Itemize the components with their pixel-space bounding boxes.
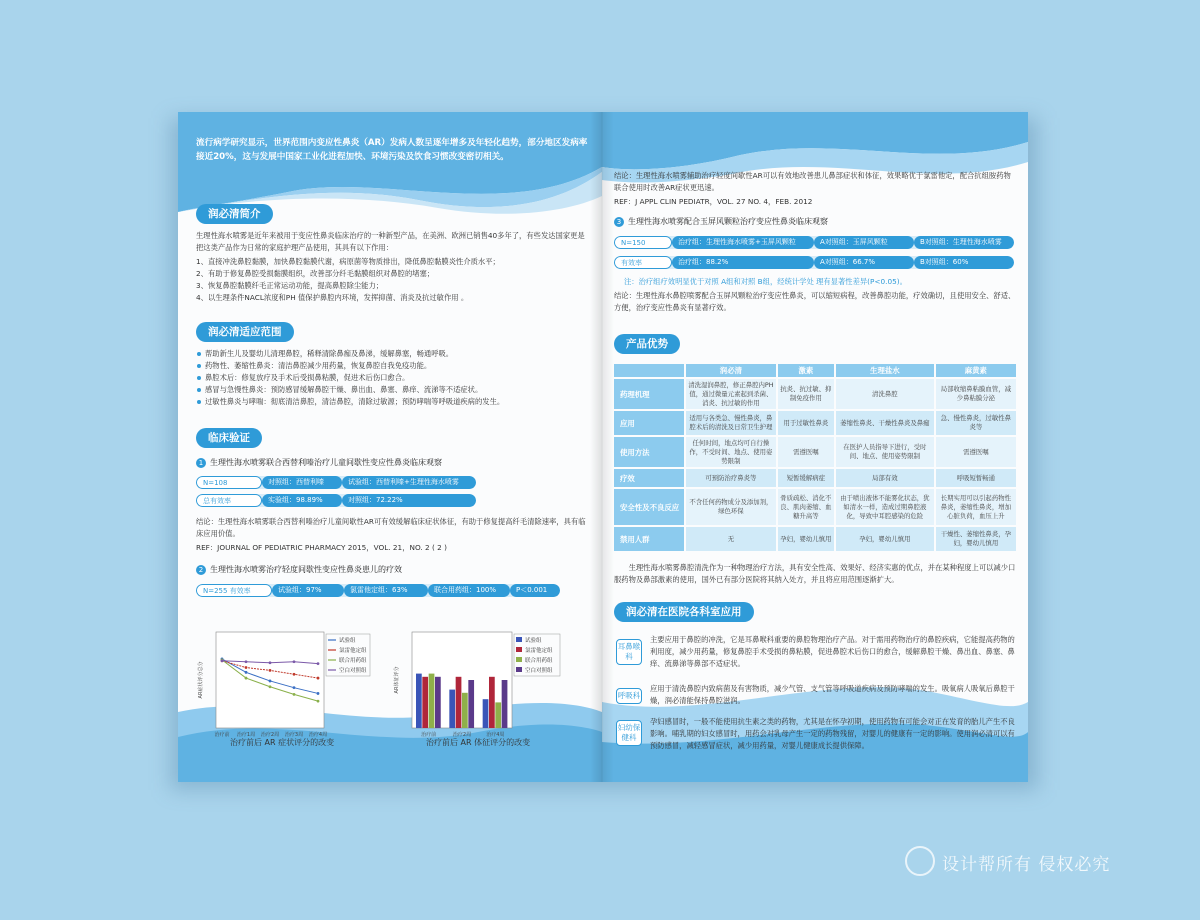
table-cell: 无 bbox=[686, 527, 776, 551]
data-point bbox=[317, 700, 320, 703]
legend-label: 氯雷他定组 bbox=[525, 648, 553, 654]
bar bbox=[456, 677, 462, 728]
study2-sample-size: N=255 有效率 bbox=[196, 584, 272, 597]
legend-label: 试验组 bbox=[339, 638, 356, 644]
advantages-paragraph: 生理性海水喷雾鼻腔清洗作为一种物理治疗方法，具有安全性高、效果好、经济实惠的优点，并在某种程度上可以减少口服药物及鼻部激素的使用，国外已有部分医院将其纳入处方，并且将应用范围逐渐扩大。 bbox=[614, 563, 1016, 584]
comparison-table bbox=[612, 362, 1018, 553]
study1-number: 1 bbox=[196, 458, 206, 468]
top-conclusion: 结论：生理性海水喷雾辅助治疗轻度间歇性AR可以有效地改善患儿鼻部症状和体征，效果略优于氯雷他定，配合抗组胺药物联合使用时改善AR症状更迅速。 bbox=[614, 171, 1011, 192]
dept-tag-respiratory: 呼吸科 bbox=[616, 688, 642, 704]
intro-paragraph: 生理性海水喷雾是近年来被用于变应性鼻炎临床治疗的一种新型产品，在美洲、欧洲已销售40多年了，有些发达国家更是把这类产品作为日常的家庭护理产品使用，其具有以下作用： bbox=[196, 231, 585, 252]
x-tick-label: 治疗2周 bbox=[260, 732, 280, 738]
table-cell: 需遵医嘱 bbox=[778, 437, 834, 467]
function-item: 2、有助于修复鼻腔受损黏膜组织，改善部分纤毛黏膜组织对鼻腔的堵塞； bbox=[196, 269, 435, 278]
study3-sample-size: N=150 bbox=[614, 236, 672, 249]
row-label: 应用 bbox=[614, 411, 684, 435]
study1-groups-bar bbox=[196, 476, 476, 489]
legend-label: 氯雷他定组 bbox=[339, 648, 367, 654]
data-point bbox=[317, 662, 320, 665]
legend-swatch bbox=[516, 647, 522, 652]
legend-label: 试验组 bbox=[525, 638, 542, 644]
table-row bbox=[614, 489, 1016, 525]
data-point bbox=[245, 671, 248, 674]
bar bbox=[435, 677, 441, 728]
table-cell: 需遵医嘱 bbox=[936, 437, 1016, 467]
table-header-row bbox=[614, 364, 1016, 377]
x-tick-label: 治疗4周 bbox=[486, 732, 505, 738]
bar-chart-caption: 治疗前后 AR 体征评分的改变 bbox=[426, 738, 531, 747]
dept-text-ent: 主要应用于鼻腔的冲洗，它是耳鼻喉科重要的鼻腔物理治疗产品。对于需用药物治疗的鼻腔疾病，它能提高药物的利用度，减少用药量，修复鼻腔手术受损的鼻粘膜，促进鼻腔术后伤口的愈合，缓解鼻腔干燥、鼻出血、鼻塞、鼻痒、流鼻涕等鼻部不适症状。 bbox=[650, 635, 1015, 668]
data-point bbox=[269, 669, 272, 672]
scope-item: 药物性、萎缩性鼻炎：清洁鼻腔减少用药量，恢复鼻腔自我免疫功能。 bbox=[196, 360, 588, 372]
function-item: 4、以生理条件NACL浓度和PH 值保护鼻腔内环境，发挥抑菌、消炎及抗过敏作用 。 bbox=[196, 293, 469, 302]
study2-cell: 联合用药组：100% bbox=[428, 584, 510, 597]
legend-label: 空白对照组 bbox=[339, 668, 367, 674]
scope-list bbox=[196, 348, 588, 408]
x-tick-label: 治疗前 bbox=[214, 732, 230, 738]
x-tick-label: 治疗3周 bbox=[284, 732, 304, 738]
study3-experiment: 治疗组：生理性海水喷雾+玉屏风颗粒 bbox=[672, 236, 814, 249]
table-cell: 局部收缩鼻粘膜血管，减少鼻粘膜分泌 bbox=[936, 379, 1016, 409]
scope-item: 帮助新生儿及婴幼儿清理鼻腔，稀释清除鼻痂及鼻涕，缓解鼻塞，畅通呼吸。 bbox=[196, 348, 588, 360]
data-point bbox=[269, 685, 272, 688]
data-point bbox=[317, 692, 320, 695]
study3-b-rate: B对照组：60% bbox=[914, 256, 1014, 269]
data-point bbox=[269, 680, 272, 683]
function-list bbox=[196, 256, 588, 304]
table-cell: 清洗湿润鼻腔，修正鼻腔内PH值，通过微量元素起到杀菌、消炎、抗过敏的作用 bbox=[686, 379, 776, 409]
study3-control-b: B对照组：生理性海水喷雾 bbox=[914, 236, 1014, 249]
section-title-departments: 润必清在医院各科室应用 bbox=[614, 602, 754, 622]
table-cell: 骨质疏松、消化不良、肌肉萎缩、血糖升高等 bbox=[778, 489, 834, 525]
function-item: 3、恢复鼻腔黏膜纤毛正常运动功能，提高鼻腔除尘能力； bbox=[196, 281, 384, 290]
bar bbox=[449, 690, 455, 728]
study1-eff-label: 总有效率 bbox=[196, 494, 262, 507]
study1-ctrl-rate: 对照组：72.22% bbox=[342, 494, 476, 507]
bar bbox=[422, 677, 428, 728]
data-point bbox=[245, 677, 248, 680]
legend-label: 空白对照组 bbox=[525, 668, 553, 674]
legend-label: 联合用药组 bbox=[339, 658, 367, 664]
table-cell: 清洗鼻腔 bbox=[836, 379, 934, 409]
line-chart-caption: 治疗前后 AR 症状评分的改变 bbox=[230, 738, 335, 747]
study1-experiment: 试验组：西替利嗪+生理性海水喷雾 bbox=[342, 476, 476, 489]
y-axis-label: AR症状评分总分 bbox=[198, 661, 204, 699]
study3-groups-bar bbox=[614, 236, 1014, 249]
table-cell: 可预防治疗鼻炎等 bbox=[686, 469, 776, 487]
x-tick-label: 治疗2周 bbox=[452, 732, 472, 738]
row-label: 疗效 bbox=[614, 469, 684, 487]
table-cell: 孕妇，婴幼儿慎用 bbox=[836, 527, 934, 551]
study3-exp-rate: 治疗组：88.2% bbox=[672, 256, 814, 269]
table-cell: 长期实用可以引起药物性鼻炎，萎缩性鼻炎，增加心脏负荷，血压上升 bbox=[936, 489, 1016, 525]
table-cell: 孕妇，婴幼儿慎用 bbox=[778, 527, 834, 551]
row-label: 使用方法 bbox=[614, 437, 684, 467]
study3-title: 生理性海水喷雾配合玉屏风颗粒治疗变应性鼻炎临床观察 bbox=[628, 217, 828, 226]
study3-heading bbox=[614, 216, 828, 227]
study3-number: 3 bbox=[614, 217, 624, 227]
data-point bbox=[317, 677, 320, 680]
table-cell: 适用与各类急、慢性鼻炎，鼻腔术后的清洗及日常卫生护理 bbox=[686, 411, 776, 435]
table-header-cell bbox=[614, 364, 684, 377]
study1-rate-bar bbox=[196, 494, 476, 507]
bar bbox=[495, 702, 501, 728]
scope-item: 感冒与急慢性鼻炎：预防感冒缓解鼻腔干燥、鼻出血、鼻塞、鼻痒、流涕等不适症状。 bbox=[196, 384, 588, 396]
table-row bbox=[614, 411, 1016, 435]
data-point bbox=[293, 686, 296, 689]
study3-a-rate: A对照组：66.7% bbox=[814, 256, 914, 269]
dept-text-respiratory: 应用于清洗鼻腔内致病菌及有害物质，减少气管、支气管等呼吸道疾病及预防哮喘的发生。吸氧病人吸氧后鼻腔干燥，润必清能保持鼻腔滋润。 bbox=[650, 684, 1015, 705]
bar bbox=[462, 693, 468, 728]
intro-text: 流行病学研究显示，世界范围内变应性鼻炎（AR）发病人数呈逐年增多及年轻化趋势，部分地区发病率接近20%，这与发展中国家工业化进程加快、环境污染及饮食习惯改变密切相关。 bbox=[196, 138, 588, 162]
section-title-clinical: 临床验证 bbox=[196, 428, 262, 448]
study2-heading bbox=[196, 564, 402, 575]
table-header-cell: 生理盐水 bbox=[836, 364, 934, 377]
left-page bbox=[178, 112, 602, 782]
table-cell: 局部有效 bbox=[836, 469, 934, 487]
study2-cell: 氯雷他定组：63% bbox=[344, 584, 428, 597]
data-point bbox=[245, 666, 248, 669]
watermark-logo-icon bbox=[905, 846, 935, 876]
study2-cell: 试验组：97% bbox=[272, 584, 344, 597]
study1-exp-rate: 实验组：98.89% bbox=[262, 494, 342, 507]
data-point bbox=[221, 659, 224, 662]
bar bbox=[489, 677, 495, 728]
data-point bbox=[245, 660, 248, 663]
row-label: 药理机理 bbox=[614, 379, 684, 409]
table-cell: 短暂缓解病症 bbox=[778, 469, 834, 487]
page-fold bbox=[590, 112, 614, 782]
bar bbox=[502, 680, 508, 728]
data-point bbox=[293, 693, 296, 696]
table-cell: 干燥性、萎缩性鼻炎，孕妇，婴幼儿慎用 bbox=[936, 527, 1016, 551]
study3-control-a: A对照组：玉屏风颗粒 bbox=[814, 236, 914, 249]
function-item: 1、直接冲洗鼻腔黏膜，加快鼻腔黏膜代谢，病原菌等物质排出，降低鼻腔黏膜炎性介质水平； bbox=[196, 257, 500, 266]
table-cell: 萎缩性鼻炎、干燥性鼻炎及鼻痂 bbox=[836, 411, 934, 435]
table-row bbox=[614, 469, 1016, 487]
table-header-cell: 麻黄素 bbox=[936, 364, 1016, 377]
bar bbox=[416, 674, 422, 728]
study3-rate-bar bbox=[614, 256, 1014, 269]
row-label: 禁用人群 bbox=[614, 527, 684, 551]
table-cell: 呼吸短暂畅通 bbox=[936, 469, 1016, 487]
study3-eff-label: 有效率 bbox=[614, 256, 672, 269]
dept-text-maternal: 孕妇感冒时，一般不能使用抗生素之类的药物，尤其是在怀孕初期，使用药物有可能会对正在发育的胎儿产生不良影响。哺乳期的妇女感冒时，用药会对乳母产生一定的药物残留，对婴儿的健康有一定的影响。使用润必清可以有预防感冒，减轻感冒症状，减少用药量，对婴儿健康成长提供保障。 bbox=[650, 717, 1015, 750]
y-axis-label: AR体征评分 bbox=[394, 666, 400, 694]
study3-conclusion: 结论：生理性海水鼻腔喷雾配合玉屏风颗粒治疗变应性鼻炎，可以缩短病程，改善鼻腔功能，疗效确切，且使用安全、舒适、方便，治疗变应性鼻炎有显著疗效。 bbox=[614, 291, 1016, 312]
data-point bbox=[293, 660, 296, 663]
row-label: 安全性及不良反应 bbox=[614, 489, 684, 525]
table-row bbox=[614, 527, 1016, 551]
study1-ref: REF：JOURNAL OF PEDIATRIC PHARMACY 2015，VOL. 21，NO. 2 ( 2 ) bbox=[196, 543, 447, 552]
table-cell: 抗炎、抗过敏、抑制免疫作用 bbox=[778, 379, 834, 409]
data-point bbox=[269, 661, 272, 664]
study3-note: 注：治疗组疗效明显优于对照 A组和对照 B组，经统计学处 理有显著性差异(P<0.05)。 bbox=[624, 277, 907, 286]
legend-label: 联合用药组 bbox=[525, 658, 553, 664]
watermark-text: 设计帮所有 侵权必究 bbox=[942, 855, 1111, 875]
table-cell: 由于喷出液体不能雾化状态，犹如清水一样，造成过期鼻腔液化，导致中耳腔感染的危险 bbox=[836, 489, 934, 525]
bar bbox=[483, 699, 489, 728]
legend-swatch bbox=[516, 637, 522, 642]
table-cell: 在医护人员指导下进行，受时间、地点、使用姿势限制 bbox=[836, 437, 934, 467]
legend-swatch bbox=[516, 657, 522, 662]
table-cell: 用于过敏性鼻炎 bbox=[778, 411, 834, 435]
scope-item: 鼻腔术后：修复放疗及手术后受损鼻粘膜，促进术后伤口愈合。 bbox=[196, 372, 588, 384]
study2-title: 生理性海水喷雾治疗轻度间歇性变应性鼻炎患儿的疗效 bbox=[210, 565, 402, 574]
section-title-advantages: 产品优势 bbox=[614, 334, 680, 354]
study1-heading bbox=[196, 457, 442, 468]
section-title-intro: 润必清简介 bbox=[196, 204, 273, 224]
study2-number: 2 bbox=[196, 565, 206, 575]
table-row bbox=[614, 379, 1016, 409]
study1-sample-size: N=108 bbox=[196, 476, 262, 489]
bar bbox=[429, 674, 435, 728]
scope-item: 过敏性鼻炎与哮喘：彻底清洁鼻腔，清洁鼻腔，清除过敏源；预防哮喘等呼吸道疾病的发生。 bbox=[196, 396, 588, 408]
right-page bbox=[602, 112, 1028, 782]
section-title-scope: 润必清适应范围 bbox=[196, 322, 294, 342]
study1-conclusion: 结论：生理性海水喷雾联合西替利嗪治疗儿童间歇性AR可有效缓解临床症状体征，有助于修复提高纤毛清除速率，具有临床应用价值。 bbox=[196, 517, 586, 538]
table-cell: 任何时间，地点均可自行操作，不受时间、地点、使用姿势限制 bbox=[686, 437, 776, 467]
x-tick-label: 治疗4周 bbox=[308, 732, 328, 738]
table-cell: 急、慢性鼻炎，过敏性鼻炎等 bbox=[936, 411, 1016, 435]
dept-tag-maternal: 妇幼保健科 bbox=[616, 720, 642, 746]
table-cell: 不含任何药物成分及添加剂，绿色环保 bbox=[686, 489, 776, 525]
table-header-cell: 激素 bbox=[778, 364, 834, 377]
top-ref: REF：J APPL CLIN PEDIATR，VOL. 27 NO. 4，FEB. 2012 bbox=[614, 197, 813, 206]
table-header-cell: 润必清 bbox=[686, 364, 776, 377]
data-point bbox=[293, 673, 296, 676]
table-row bbox=[614, 437, 1016, 467]
study2-cell: P＜0.001 bbox=[510, 584, 560, 597]
study1-title: 生理性海水喷雾联合西替利嗪治疗儿童间歇性变应性鼻炎临床观察 bbox=[210, 458, 442, 467]
study1-control: 对照组：西替利嗪 bbox=[262, 476, 342, 489]
dept-tag-ent: 耳鼻喉科 bbox=[616, 639, 642, 665]
x-tick-label: 治疗1周 bbox=[236, 732, 256, 738]
x-tick-label: 治疗前 bbox=[421, 732, 437, 738]
study2-bar bbox=[196, 584, 560, 597]
legend-swatch bbox=[516, 667, 522, 672]
bar bbox=[468, 680, 474, 728]
